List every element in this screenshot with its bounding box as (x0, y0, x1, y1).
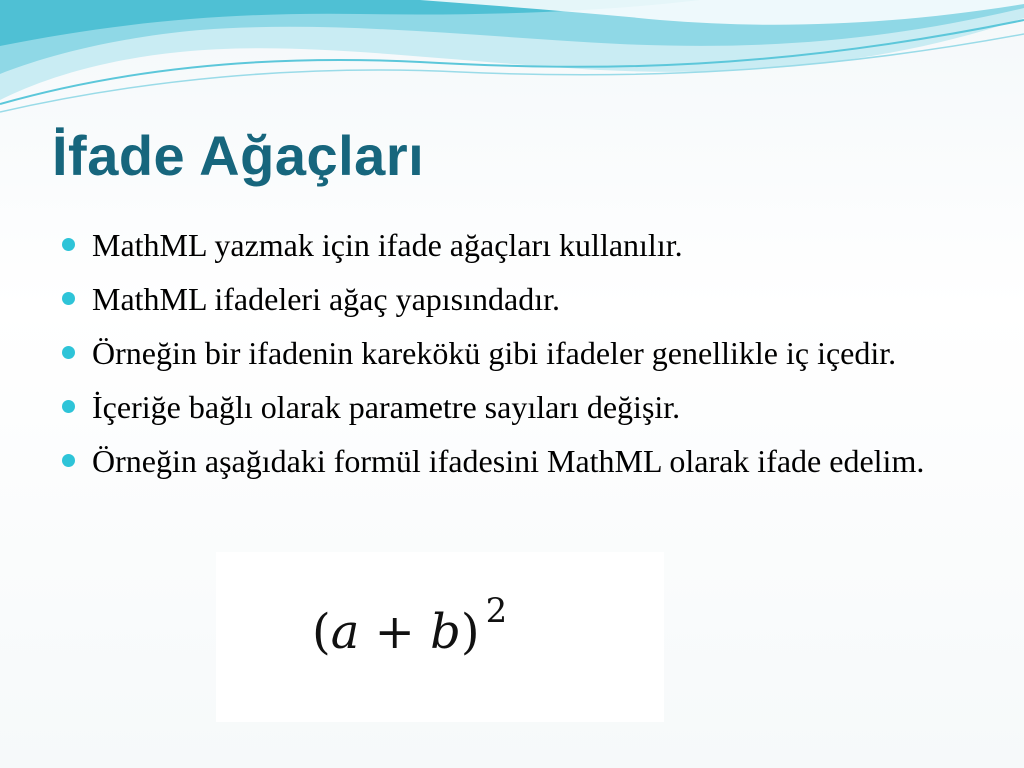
bullet-list (62, 222, 952, 492)
bullet-text: Örneğin bir ifadenin karekökü gibi ifadeler genellikle iç içedir. (92, 335, 897, 371)
formula-exponent: 2 (485, 591, 508, 631)
bullet-item-1 (62, 222, 952, 268)
formula-var-a: a (330, 604, 360, 660)
formula (312, 591, 508, 660)
header-wave-decoration (0, 0, 1024, 130)
formula-plus: + (374, 604, 415, 660)
bullet-dot-icon (62, 400, 75, 413)
bullet-text: MathML ifadeleri ağaç yapısındadır. (92, 281, 560, 317)
bullet-dot-icon (62, 292, 75, 305)
formula-image (216, 552, 664, 722)
bullet-text: MathML yazmak için ifade ağaçları kullanılır. (92, 227, 683, 263)
bullet-text: Örneğin aşağıdaki formül ifadesini MathML olarak ifade edelim. (92, 443, 925, 479)
bullet-dot-icon (62, 346, 75, 359)
bullet-dot-icon (62, 454, 75, 467)
formula-var-b: b (430, 604, 461, 660)
bullet-text: İçeriğe bağlı olarak parametre sayıları değişir. (92, 389, 681, 425)
formula-open-paren: ( (312, 604, 331, 660)
bullet-item-3 (62, 330, 952, 376)
bullet-item-5 (62, 438, 952, 484)
formula-close-paren: ) (460, 604, 480, 660)
bullet-dot-icon (62, 238, 75, 251)
bullet-item-4 (62, 384, 952, 430)
slide-title: İfade Ağaçları (52, 124, 425, 187)
bullet-item-2 (62, 276, 952, 322)
